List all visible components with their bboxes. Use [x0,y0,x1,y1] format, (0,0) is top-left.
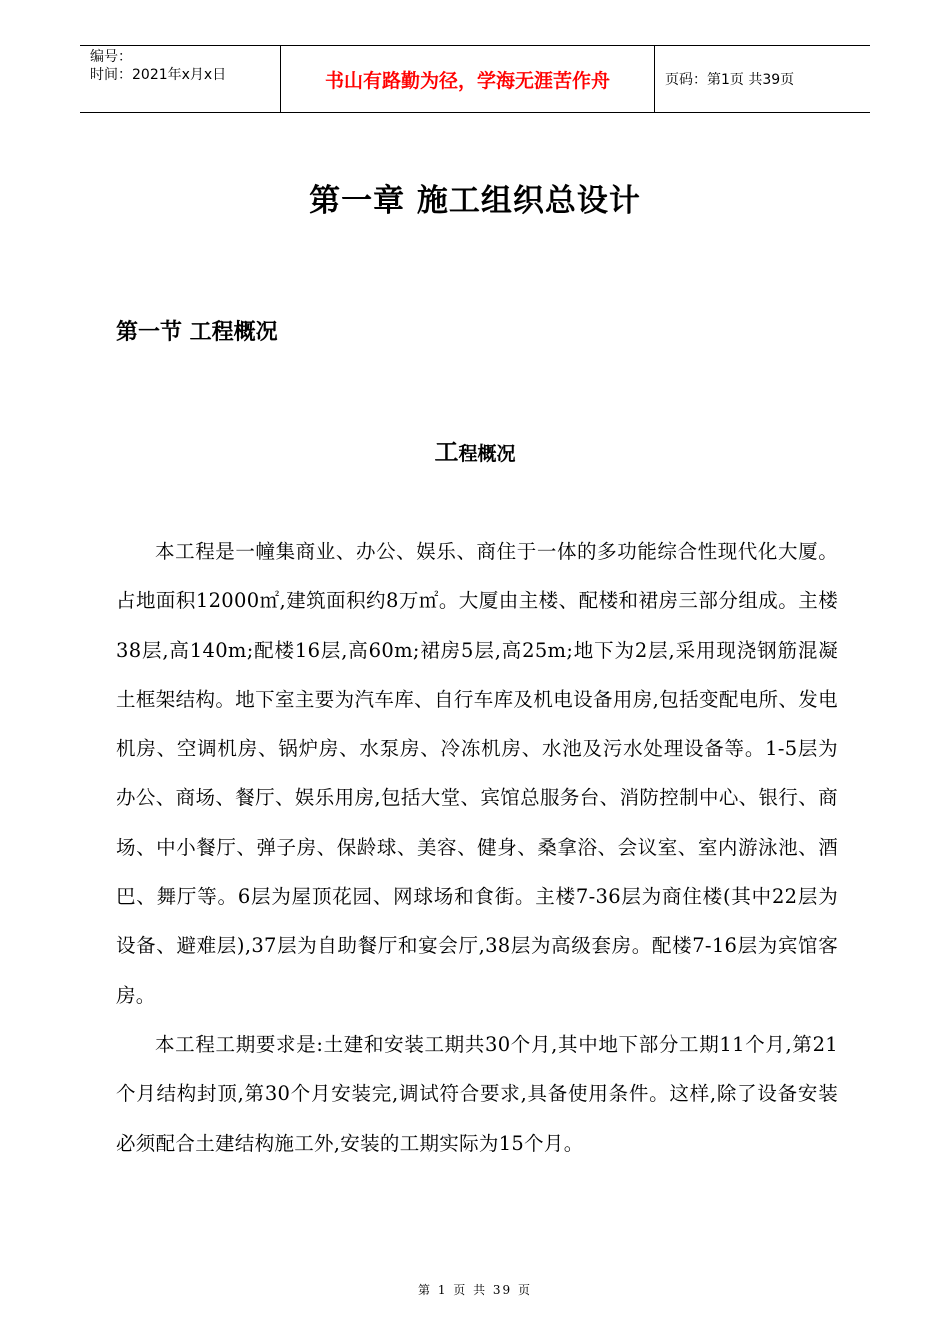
page-header [80,45,870,113]
subsection-title-rest: 程概况 [458,443,516,465]
body-text [116,527,838,1168]
document-time-label: 时间：2021年x月x日 [90,67,227,83]
section-title: 第一节 工程概况 [116,320,278,345]
subsection-title [0,432,950,467]
header-motto: 书山有路勤为径，学海无涯苦作舟 [281,46,655,112]
page-footer: 第 1 页 共 39 页 [418,1283,532,1297]
chapter-title: 第一章 施工组织总设计 [309,183,641,219]
header-page-info: 页码：第1页 共39页 [665,72,795,88]
subsection-title-first-char: 工 [434,438,459,466]
paragraph-schedule: 本工程工期要求是:土建和安装工期共30个月,其中地下部分工期11个月,第21个月结构封顶,第30个月安装完,调试符合要求,具备使用条件。这样,除了设备安装必须配合土建结构施工外,安装的工期实际为15个月。 [116,1032,838,1155]
header-meta [80,46,281,112]
document-number-label: 编号： [90,49,132,65]
paragraph-overview: 本工程是一幢集商业、办公、娱乐、商住于一体的多功能综合性现代化大厦。占地面积12000㎡,建筑面积约8万㎡。大厦由主楼、配楼和裙房三部分组成。主楼38层,高140m;配楼16层,高60m;裙房5层,高25m;地下为2层,采用现浇钢筋混凝土框架结构。地下室主要为汽车库、自行车库及机电设备用房,包括变配电所、发电机房、空调机房、锅炉房、水泵房、冷冻机房、水池及污水处理设备等。1-5层为办公、商场、餐厅、娱乐用房,包括大堂、宾馆总服务台、消防控制中心、银行、商场、中小餐厅、弹子房、保龄球、美容、健身、桑拿浴、会议室、室内游泳池、酒巴、舞厅等。6层为屋顶花园、网球场和食街。主楼7-36层为商住楼(其中22层为设备、避难层),37层为自助餐厅和宴会厅,38层为高级套房。配楼7-16层为宾馆客房。 [116,540,838,1007]
